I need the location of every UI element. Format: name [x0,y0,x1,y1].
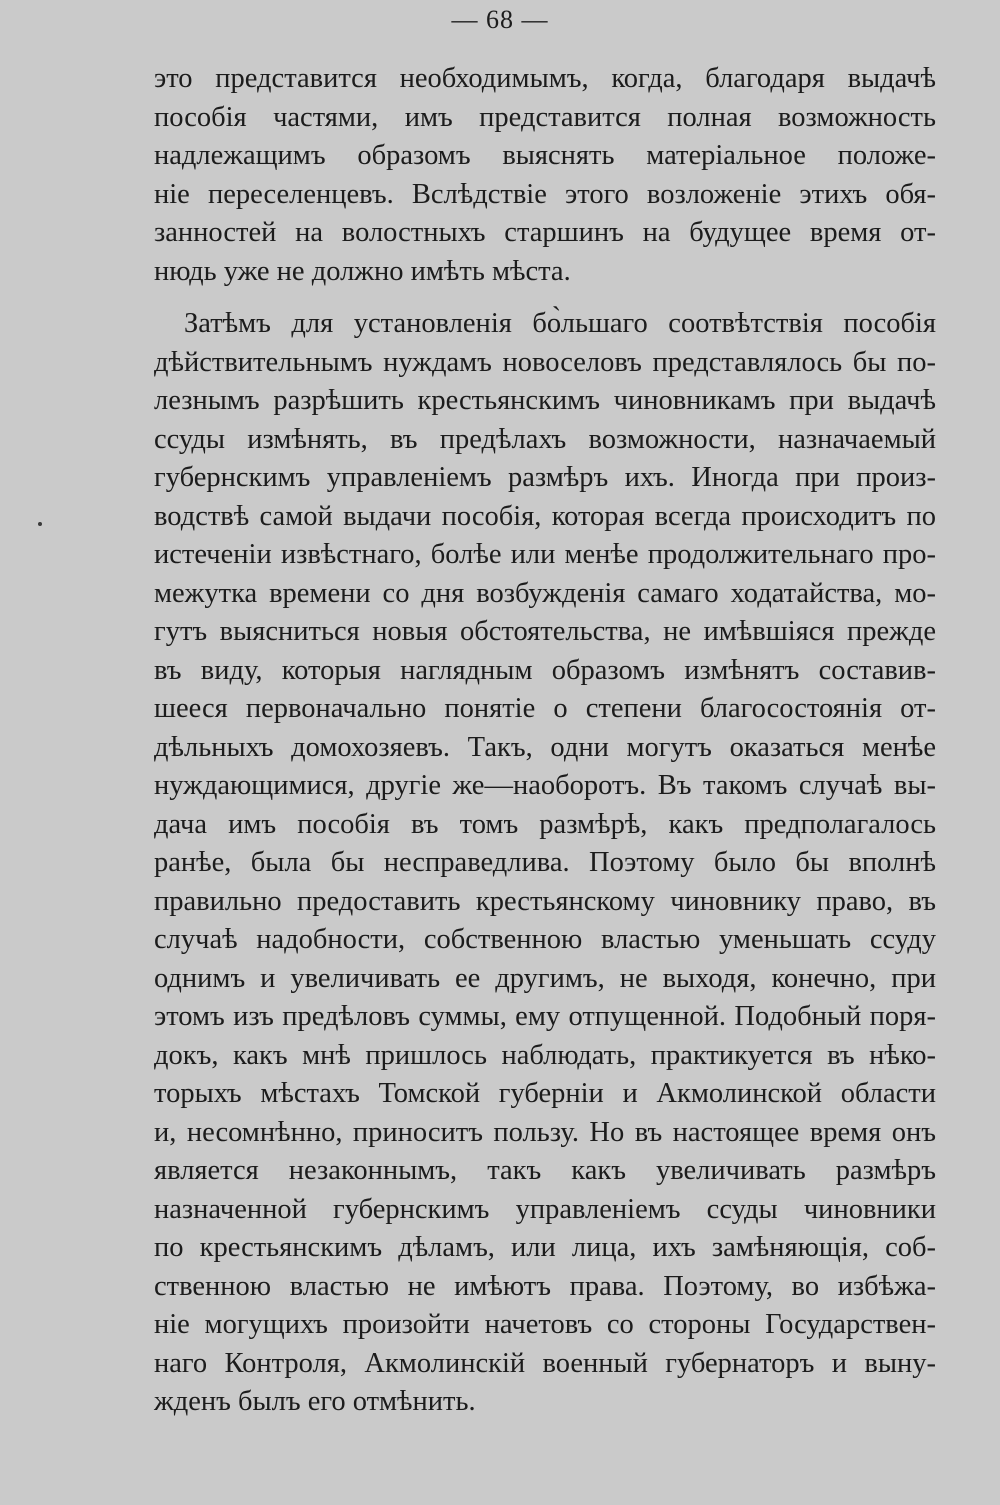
text-line: дѣльныхъ домохозяевъ. Такъ, одни могутъ оказаться менѣе [154,731,936,763]
text-line: шееся первоначально понятіе о степени благосостоянія от- [154,693,936,724]
text-line: назначенной губернскимъ управленіемъ ссуды чиновники [154,1193,936,1225]
text-line: дача имъ пособія въ томъ размѣрѣ, какъ предполагалось [154,808,936,840]
text-line: занностей на волостныхъ старшинъ на будущее время от- [154,217,936,248]
text-line: наго Контроля, Акмолинскій военный губернаторъ и выну- [154,1347,936,1379]
text-line: торыхъ мѣстахъ Томской губерніи и Акмолинской области [154,1078,936,1109]
text-line: пособія частями, имъ представится полная возможность [154,101,936,133]
text-line: однимъ и увеличивать ее другимъ, не выходя, конечно, при [154,962,936,994]
text-line: ніе могущихъ произойти начетовъ со стороны Государствен- [154,1309,936,1340]
text-line: межутка времени со дня возбужденія самаго ходатайства, мо- [154,577,936,609]
text-line: ніе переселенцевъ. Вслѣдствіе этого возложеніе этихъ обя- [154,178,936,210]
page-body [154,60,936,1422]
text-line: въ виду, которыя наглядным образомъ измѣнятъ составив- [154,654,936,686]
paragraph-2 [154,305,936,1422]
text-line: ранѣе, была бы несправедлива. Поэтому было бы вполнѣ [154,847,936,878]
text-line: ссуды измѣнять, въ предѣлахъ возможности, назначаемый [154,423,936,455]
text-line: это представится необходимымъ, когда, благодаря выдачѣ [154,63,936,94]
text-line: этомъ изъ предѣловъ суммы, ему отпущенной. Подобный поря- [154,1001,936,1032]
text-line: жденъ былъ его отмѣнить. [154,1386,476,1417]
text-line: и, несомнѣнно, приноситъ пользу. Но въ настоящее время онъ [154,1116,936,1148]
text-line: правильно предоставить крестьянскому чиновнику право, въ [154,885,936,917]
text-line: случаѣ надобности, собственною властью уменьшать ссуду [154,924,936,955]
text-line: водствѣ самой выдачи пособія, которая всегда происходитъ по [154,500,936,532]
text-line: ственною властью не имѣютъ права. Поэтому, во избѣжа- [154,1270,936,1302]
text-line: надлежащимъ образомъ выяснять матеріальное положе- [154,140,936,171]
text-line: по крестьянскимъ дѣламъ, или лица, ихъ замѣняющія, соб- [154,1232,936,1263]
page-number: — 68 — [451,5,549,34]
text-line: нюдь уже не должно имѣть мѣста. [154,255,571,287]
text-line: истеченіи извѣстнаго, болѣе или менѣе продолжительнаго про- [154,539,936,570]
paragraph-1 [154,60,936,291]
paragraph-gap [154,291,936,305]
text-line: лезнымъ разрѣшить крестьянскимъ чиновникамъ при выдачѣ [154,385,936,416]
text-line: является незаконнымъ, такъ какъ увеличивать размѣръ [154,1155,936,1186]
text-line: нуждающимися, другіе же—наоборотъ. Въ такомъ случаѣ вы- [154,770,936,801]
text-line: Затѣмъ для установленія бо̀льшаго соотвѣтствія пособія [184,308,936,339]
text-line: дѣйствительнымъ нуждамъ новоселовъ представлялось бы по- [154,346,936,378]
text-line: губернскимъ управленіемъ размѣръ ихъ. Иногда при произ- [154,462,936,493]
text-line: гутъ выясниться новыя обстоятельства, не имѣвшіяся прежде [154,616,936,647]
text-line: докъ, какъ мнѣ пришлось наблюдать, практикуется въ нѣко- [154,1039,936,1071]
paper-speck [38,522,42,526]
